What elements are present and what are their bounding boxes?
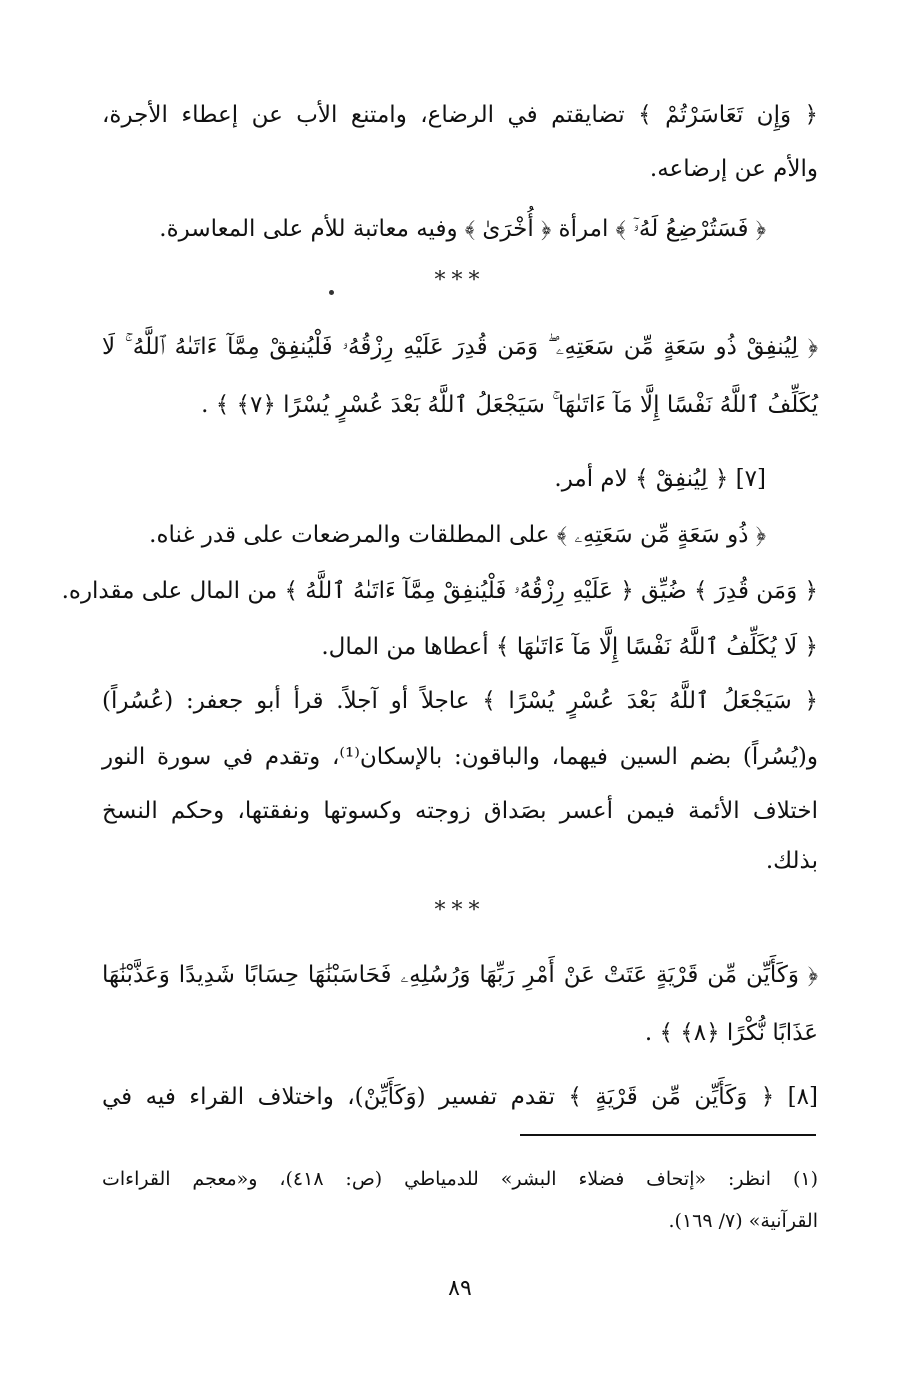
footnote-line-2: القرآنية» (٧/ ١٦٩). (668, 1210, 818, 1232)
stray-dot (329, 290, 334, 295)
text-line-8: ﴿ وَمَن قُدِرَ ﴾ ضُيِّق ﴿ عَلَيْهِ رِزْقُهُۥ فَلْيُنفِقْ مِمَّآ ءَاتَىٰهُ ٱللَّهُ ﴾ من المال على مقداره. (61, 578, 818, 604)
page-number: ٨٩ (448, 1276, 472, 1301)
text-line-7: ﴿ ذُو سَعَةٍ مِّن سَعَتِهِۦ ﴾ على المطلقات والمرضعات على قدر غناه. (149, 522, 766, 548)
section-separator-2: *** (434, 898, 486, 923)
text-line-3: ﴿ فَسَتُرْضِعُ لَهُۥٓ ﴾ امرأة ﴿ أُخْرَىٰ ﴾ وفيه معاتبة للأم على المعاسرة. (159, 216, 766, 242)
footnote-separator (520, 1134, 816, 1136)
quran-verse-8-line-1: ﴿ وَكَأَيِّن مِّن قَرْيَةٍ عَتَتْ عَنْ أَمْرِ رَبِّهَا وَرُسُلِهِۦ فَحَاسَبْنَٰهَا حِسَابًا شَدِيدًا وَعَذَّبْنَٰهَا (102, 962, 818, 988)
text-line-16: [٨] ﴿ وَكَأَيِّن مِّن قَرْيَةٍ ﴾ تقدم تفسير (وَكَأَيِّنْ)، واختلاف القراء فيه في (102, 1084, 818, 1110)
text-line-12: اختلاف الأئمة فيمن أعسر بصَداق زوجته وكسوتها ونفقتها، وحكم النسخ (102, 798, 818, 824)
text-line-13: بذلك. (765, 848, 818, 874)
text-line-6: [٧] ﴿ لِيُنفِقْ ﴾ لام أمر. (554, 466, 766, 492)
text-line-1: ﴿ وَإِن تَعَاسَرْتُمْ ﴾ تضايقتم في الرضاع، وامتنع الأب عن إعطاء الأجرة، (102, 102, 818, 128)
quran-verse-7-line-1: ﴿ لِيُنفِقْ ذُو سَعَةٍ مِّن سَعَتِهِۦ ۖ وَمَن قُدِرَ عَلَيْهِ رِزْقُهُۥ فَلْيُنفِقْ مِمَّآ ءَاتَىٰهُ ٱللَّهُ ۚ لَا (102, 334, 818, 360)
text-line-10: ﴿ سَيَجْعَلُ ٱللَّهُ بَعْدَ عُسْرٍ يُسْرًا ﴾ عاجلاً أو آجلاً. قرأ أبو جعفر: (عُسُراً) (102, 688, 818, 714)
section-separator-1: *** (434, 268, 486, 293)
text-line-11: و(يُسُراً) بضم السين فيهما، والباقون: بالإسكان⁽¹⁾، وتقدم في سورة النور (102, 744, 818, 770)
text-line-9: ﴿ لَا يُكَلِّفُ ٱللَّهُ نَفْسًا إِلَّا مَآ ءَاتَىٰهَا ﴾ أعطاها من المال. (321, 634, 818, 660)
quran-verse-8-line-2: عَذَابًا نُّكْرًا ﴿٨﴾ ﴾ . (644, 1020, 818, 1046)
footnote-line-1: (١) انظر: «إتحاف فضلاء البشر» للدمياطي (ص: ٤١٨)، و«معجم القراءات (102, 1168, 818, 1190)
quran-verse-7-line-2: يُكَلِّفُ ٱللَّهُ نَفْسًا إِلَّا مَآ ءَاتَىٰهَا ۚ سَيَجْعَلُ ٱللَّهُ بَعْدَ عُسْرٍ يُسْرًا ﴿٧﴾ ﴾ . (201, 392, 818, 418)
text-line-2: والأم عن إرضاعه. (649, 156, 818, 182)
